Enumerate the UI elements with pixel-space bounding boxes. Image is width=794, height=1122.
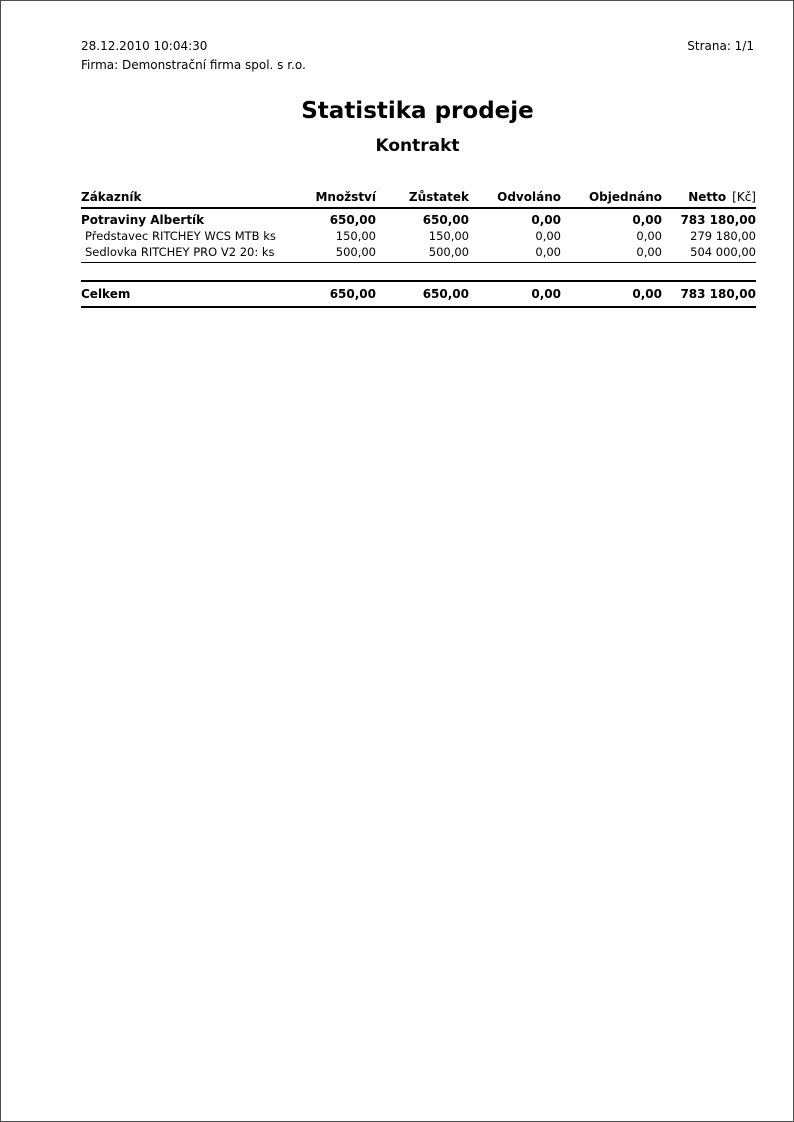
total-row	[81, 281, 756, 307]
quantity-cell: 150,00	[335, 229, 376, 243]
column-header-ordered: Objednáno	[561, 188, 662, 208]
total-quantity-cell: 650,00	[301, 281, 376, 307]
report-datetime: 28.12.2010 10:04:30	[81, 39, 208, 53]
netto-cell: 504 000,00	[662, 244, 756, 263]
quantity-cell: 500,00	[301, 244, 376, 263]
netto-label: Netto	[688, 190, 727, 204]
cancelled-cell: 0,00	[469, 244, 561, 263]
total-ordered-cell: 0,00	[561, 281, 662, 307]
column-header-cancelled: Odvoláno	[469, 188, 561, 208]
ordered-cell: 0,00	[636, 229, 662, 243]
column-header-quantity: Množství	[301, 188, 376, 208]
company-line: Firma: Demonstrační firma spol. s r.o.	[81, 58, 306, 72]
cancelled-cell: 0,00	[535, 229, 561, 243]
report-subtitle: Kontrakt	[375, 136, 460, 156]
page-number: Strana: 1/1	[687, 39, 754, 53]
quantity-cell: 650,00	[329, 213, 376, 227]
sales-statistics-table	[81, 188, 756, 308]
table-row	[81, 228, 756, 244]
total-netto-cell: 783 180,00	[662, 281, 756, 307]
column-header-customer: Zákazník	[81, 188, 301, 208]
column-header-balance: Zůstatek	[376, 188, 469, 208]
ordered-cell: 0,00	[561, 244, 662, 263]
customer-cell: Potraviny Albertík	[81, 213, 205, 227]
column-header-netto	[662, 188, 756, 208]
total-balance-cell: 650,00	[376, 281, 469, 307]
balance-cell: 500,00	[376, 244, 469, 263]
netto-cell: 783 180,00	[680, 213, 756, 227]
spacer-row	[81, 263, 756, 281]
cancelled-cell: 0,00	[531, 213, 561, 227]
currency-unit-label: [Kč]	[732, 190, 756, 204]
report-content	[81, 39, 754, 308]
group-row	[81, 208, 756, 228]
customer-cell: Představec RITCHEY WCS MTB ks	[85, 229, 276, 243]
balance-cell: 650,00	[422, 213, 469, 227]
customer-cell: Sedlovka RITCHEY PRO V2 20: ks	[81, 244, 301, 263]
table-row	[81, 244, 756, 263]
balance-cell: 150,00	[428, 229, 469, 243]
table-header-row	[81, 188, 756, 208]
netto-cell: 279 180,00	[690, 229, 756, 243]
total-cancelled-cell: 0,00	[469, 281, 561, 307]
total-label: Celkem	[81, 281, 301, 307]
report-title: Statistika prodeje	[301, 98, 534, 124]
ordered-cell: 0,00	[632, 213, 662, 227]
report-meta-row	[81, 39, 754, 53]
